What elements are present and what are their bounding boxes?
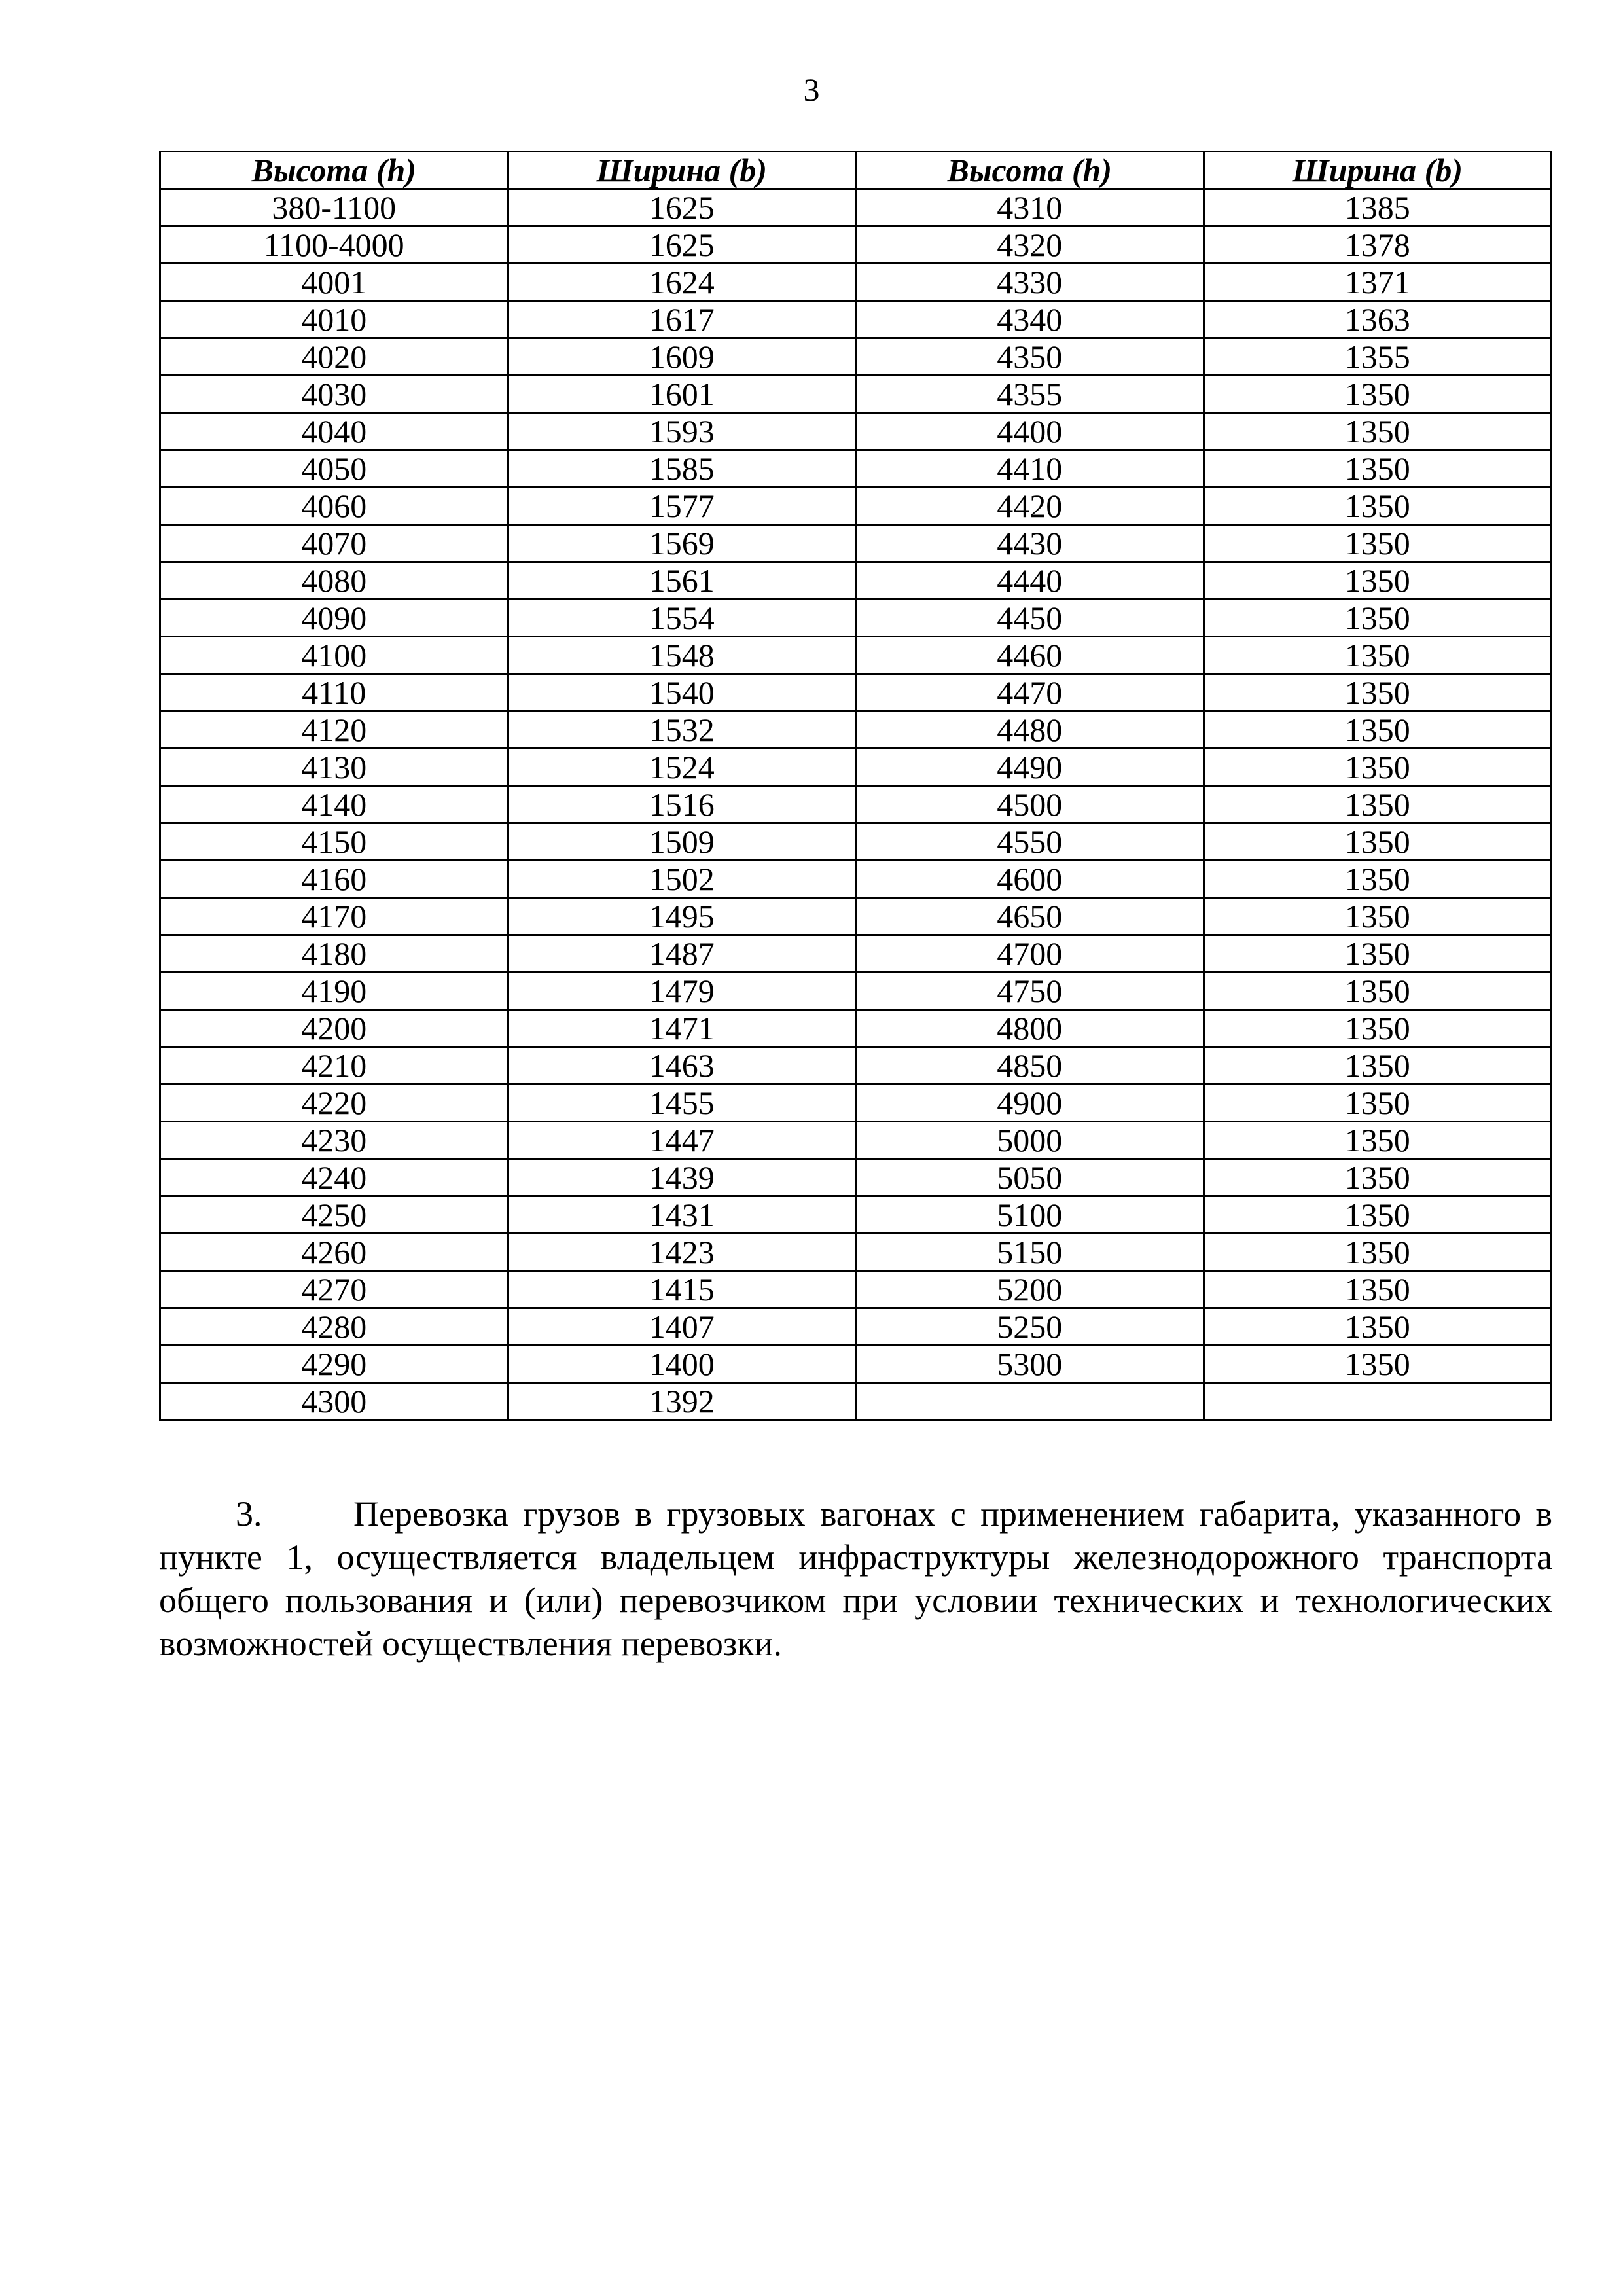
table-cell: 4090 (160, 600, 508, 637)
table-cell: 1350 (1204, 1047, 1552, 1085)
table-cell: 4020 (160, 338, 508, 376)
table-cell: 1502 (508, 861, 856, 898)
table-cell: 4355 (856, 376, 1204, 413)
table-cell: 4230 (160, 1122, 508, 1159)
table-cell: 4030 (160, 376, 508, 413)
table-cell: 1350 (1204, 1122, 1552, 1159)
table-cell: 1532 (508, 711, 856, 749)
table-row (160, 600, 1552, 637)
table-cell: 4340 (856, 301, 1204, 338)
table-cell (856, 1383, 1204, 1420)
table-cell: 4310 (856, 189, 1204, 226)
table-cell: 1569 (508, 525, 856, 562)
table-cell: 1350 (1204, 1308, 1552, 1346)
table-cell: 1392 (508, 1383, 856, 1420)
table-row (160, 973, 1552, 1010)
table-cell: 1585 (508, 450, 856, 488)
table-cell: 4180 (160, 935, 508, 973)
table-cell: 5150 (856, 1234, 1204, 1271)
table-cell: 4490 (856, 749, 1204, 786)
table-row (160, 301, 1552, 338)
table-cell: 1400 (508, 1346, 856, 1383)
table-cell: 1431 (508, 1196, 856, 1234)
table-cell: 1350 (1204, 898, 1552, 935)
table-cell: 1548 (508, 637, 856, 674)
table-cell: 4400 (856, 413, 1204, 450)
table-cell: 4190 (160, 973, 508, 1010)
table-cell: 1350 (1204, 450, 1552, 488)
table-row (160, 189, 1552, 226)
table-cell: 4320 (856, 226, 1204, 264)
table-cell: 1350 (1204, 861, 1552, 898)
table-cell: 1625 (508, 189, 856, 226)
table-cell: 1471 (508, 1010, 856, 1047)
table-cell: 4600 (856, 861, 1204, 898)
table-row (160, 1010, 1552, 1047)
table-row (160, 1308, 1552, 1346)
table-row (160, 898, 1552, 935)
table-cell: 1350 (1204, 488, 1552, 525)
table-row (160, 1122, 1552, 1159)
table-cell: 4001 (160, 264, 508, 301)
page-number: 3 (803, 71, 820, 108)
table-cell: 4010 (160, 301, 508, 338)
table-cell: 4110 (160, 674, 508, 711)
table-cell: 5200 (856, 1271, 1204, 1308)
header-height-1: Высота (h) (160, 152, 508, 189)
table-cell: 1350 (1204, 973, 1552, 1010)
table-cell: 4040 (160, 413, 508, 450)
table-row (160, 1159, 1552, 1196)
table-cell: 4440 (856, 562, 1204, 600)
table-cell: 4480 (856, 711, 1204, 749)
table-cell: 1350 (1204, 1346, 1552, 1383)
table-cell: 1479 (508, 973, 856, 1010)
table-cell: 1350 (1204, 786, 1552, 823)
table-cell: 4100 (160, 637, 508, 674)
table-cell: 4200 (160, 1010, 508, 1047)
table-cell: 1540 (508, 674, 856, 711)
table-cell: 380-1100 (160, 189, 508, 226)
table-cell: 5100 (856, 1196, 1204, 1234)
table-cell: 4750 (856, 973, 1204, 1010)
table-cell: 1385 (1204, 189, 1552, 226)
table-cell: 1350 (1204, 674, 1552, 711)
table-cell: 4300 (160, 1383, 508, 1420)
table-row (160, 823, 1552, 861)
table-cell: 1577 (508, 488, 856, 525)
table-cell: 4220 (160, 1085, 508, 1122)
table-cell: 4460 (856, 637, 1204, 674)
table-row (160, 525, 1552, 562)
table-cell: 5000 (856, 1122, 1204, 1159)
table-cell: 4290 (160, 1346, 508, 1383)
table-cell: 1350 (1204, 376, 1552, 413)
table-cell: 1363 (1204, 301, 1552, 338)
table-cell: 4550 (856, 823, 1204, 861)
table-row (160, 1196, 1552, 1234)
table-cell: 1554 (508, 600, 856, 637)
table-row (160, 674, 1552, 711)
table-cell: 1350 (1204, 935, 1552, 973)
table-cell: 4240 (160, 1159, 508, 1196)
table-cell: 4250 (160, 1196, 508, 1234)
table-cell: 1447 (508, 1122, 856, 1159)
table-cell: 4070 (160, 525, 508, 562)
table-cell: 4700 (856, 935, 1204, 973)
table-row (160, 1234, 1552, 1271)
table-cell: 4450 (856, 600, 1204, 637)
table-cell: 4850 (856, 1047, 1204, 1085)
table-row (160, 376, 1552, 413)
table-cell: 1407 (508, 1308, 856, 1346)
table-cell: 1601 (508, 376, 856, 413)
table-cell: 5250 (856, 1308, 1204, 1346)
table-cell: 4900 (856, 1085, 1204, 1122)
table-cell: 1593 (508, 413, 856, 450)
table-cell: 1516 (508, 786, 856, 823)
table-cell: 1378 (1204, 226, 1552, 264)
table-cell: 4260 (160, 1234, 508, 1271)
table-cell: 4060 (160, 488, 508, 525)
table-cell: 4650 (856, 898, 1204, 935)
table-row (160, 226, 1552, 264)
table-cell: 1509 (508, 823, 856, 861)
table-cell: 1463 (508, 1047, 856, 1085)
table-cell: 1355 (1204, 338, 1552, 376)
table-row (160, 861, 1552, 898)
table-cell (1204, 1383, 1552, 1420)
table-cell: 5050 (856, 1159, 1204, 1196)
table-cell: 1561 (508, 562, 856, 600)
table-row (160, 935, 1552, 973)
table-row (160, 637, 1552, 674)
table-cell: 1350 (1204, 1159, 1552, 1196)
table-cell: 1350 (1204, 1271, 1552, 1308)
table-row (160, 413, 1552, 450)
table-row (160, 1085, 1552, 1122)
table-cell: 1350 (1204, 562, 1552, 600)
table-header-row (160, 152, 1552, 189)
table-cell: 4470 (856, 674, 1204, 711)
table-cell: 1350 (1204, 525, 1552, 562)
table-cell: 4050 (160, 450, 508, 488)
table-cell: 4500 (856, 786, 1204, 823)
table-cell: 1439 (508, 1159, 856, 1196)
dimensions-table (159, 151, 1552, 1421)
table-row (160, 749, 1552, 786)
table-cell: 1371 (1204, 264, 1552, 301)
table-row (160, 488, 1552, 525)
table-cell: 1350 (1204, 637, 1552, 674)
table-cell: 1350 (1204, 600, 1552, 637)
header-height-2: Высота (h) (856, 152, 1204, 189)
paragraph-number: 3. (236, 1494, 262, 1534)
table-cell: 1350 (1204, 823, 1552, 861)
table-row (160, 562, 1552, 600)
table-row (160, 1383, 1552, 1420)
table-cell: 4150 (160, 823, 508, 861)
paragraph-3 (159, 1492, 1552, 1665)
table-cell: 1350 (1204, 1010, 1552, 1047)
table-cell: 4430 (856, 525, 1204, 562)
table-row (160, 450, 1552, 488)
table-cell: 4270 (160, 1271, 508, 1308)
table-cell: 1495 (508, 898, 856, 935)
table-row (160, 786, 1552, 823)
table-cell: 1350 (1204, 1085, 1552, 1122)
table-cell: 1609 (508, 338, 856, 376)
table-cell: 1350 (1204, 413, 1552, 450)
table-cell: 4120 (160, 711, 508, 749)
table-cell: 1350 (1204, 749, 1552, 786)
table-cell: 4210 (160, 1047, 508, 1085)
table-row (160, 1271, 1552, 1308)
table-cell: 4080 (160, 562, 508, 600)
table-cell: 1625 (508, 226, 856, 264)
table-cell: 1624 (508, 264, 856, 301)
table-cell: 1350 (1204, 711, 1552, 749)
table-cell: 4420 (856, 488, 1204, 525)
table-cell: 4330 (856, 264, 1204, 301)
table-cell: 5300 (856, 1346, 1204, 1383)
table-cell: 1455 (508, 1085, 856, 1122)
table-cell: 4160 (160, 861, 508, 898)
table-row (160, 711, 1552, 749)
table-cell: 4170 (160, 898, 508, 935)
table-row (160, 1346, 1552, 1383)
table-cell: 4130 (160, 749, 508, 786)
table-cell: 1350 (1204, 1196, 1552, 1234)
paragraph-text: Перевозка грузов в грузовых вагонах с применением габарита, указанного в пункте 1, осуществляется владельцем инфраструктуры железнодорожного транспорта общего пользования и (или) перевозчиком при условии технических и технологических возможностей осуществления перевозки. (159, 1494, 1552, 1663)
table-cell: 1415 (508, 1271, 856, 1308)
table-cell: 1617 (508, 301, 856, 338)
table-row (160, 264, 1552, 301)
header-width-2: Ширина (b) (1204, 152, 1552, 189)
table-cell: 1524 (508, 749, 856, 786)
header-width-1: Ширина (b) (508, 152, 856, 189)
table-row (160, 338, 1552, 376)
table-cell: 4350 (856, 338, 1204, 376)
table-cell: 1350 (1204, 1234, 1552, 1271)
table-cell: 1100-4000 (160, 226, 508, 264)
table-cell: 1423 (508, 1234, 856, 1271)
table-cell: 4800 (856, 1010, 1204, 1047)
table-cell: 4280 (160, 1308, 508, 1346)
table-row (160, 1047, 1552, 1085)
table-cell: 4140 (160, 786, 508, 823)
table-cell: 4410 (856, 450, 1204, 488)
table-cell: 1487 (508, 935, 856, 973)
